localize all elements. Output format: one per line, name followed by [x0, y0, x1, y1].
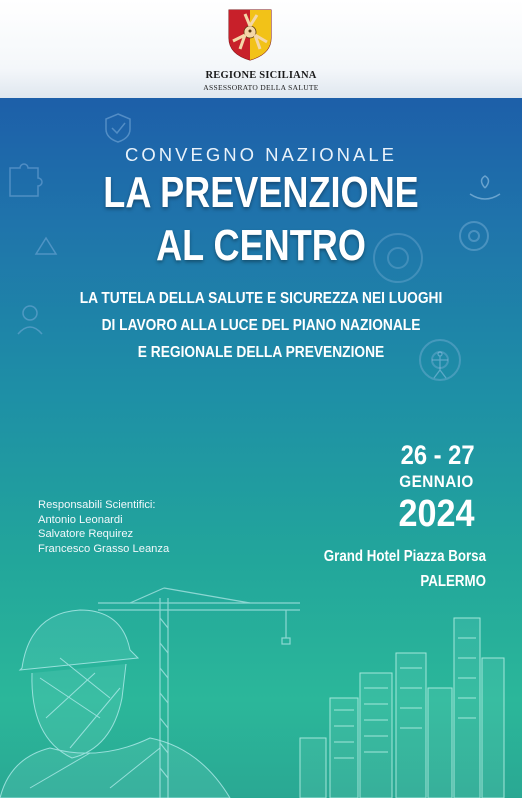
- city-skyline-illustration: [300, 618, 504, 798]
- shield-check-icon: [106, 114, 130, 142]
- scientific-lead-name: Antonio Leonardi: [38, 513, 123, 526]
- event-venue: Grand Hotel Piazza Borsa: [323, 548, 486, 565]
- header-bar: [0, 0, 522, 98]
- department-name: ASSESSORATO DELLA SALUTE: [203, 83, 319, 92]
- event-title-line-1: LA PREVENZIONE: [103, 168, 419, 217]
- event-subtitle-line-2: DI LAVORO ALLA LUCE DEL PIANO NAZIONALE: [101, 317, 421, 334]
- event-year: 2024: [398, 493, 475, 535]
- worker-helmet-illustration: [0, 610, 230, 798]
- event-subtitle-line-1: LA TUTELA DELLA SALUTE E SICUREZZA NEI LUOGHI: [79, 290, 443, 307]
- trinacria-crest-icon: [227, 8, 273, 62]
- scientific-leads: [38, 498, 169, 556]
- poster-body: [0, 98, 522, 798]
- event-city: PALERMO: [420, 573, 486, 590]
- event-days: 26 - 27: [400, 440, 475, 470]
- puzzle-icon: [10, 164, 42, 196]
- scientific-lead-name: Salvatore Requirez: [38, 528, 134, 540]
- scientific-leads-heading: Responsabili Scientifici:: [38, 499, 156, 511]
- event-month: GENNAIO: [399, 472, 474, 491]
- event-subtitle-line-3: E REGIONALE DELLA PREVENZIONE: [137, 344, 385, 361]
- event-title-line-2: AL CENTRO: [156, 221, 366, 270]
- event-kicker: CONVEGNO NAZIONALE: [125, 144, 397, 165]
- region-name: REGIONE SICILIANA: [205, 70, 317, 81]
- scientific-lead-name: Francesco Grasso Leanza: [38, 542, 170, 555]
